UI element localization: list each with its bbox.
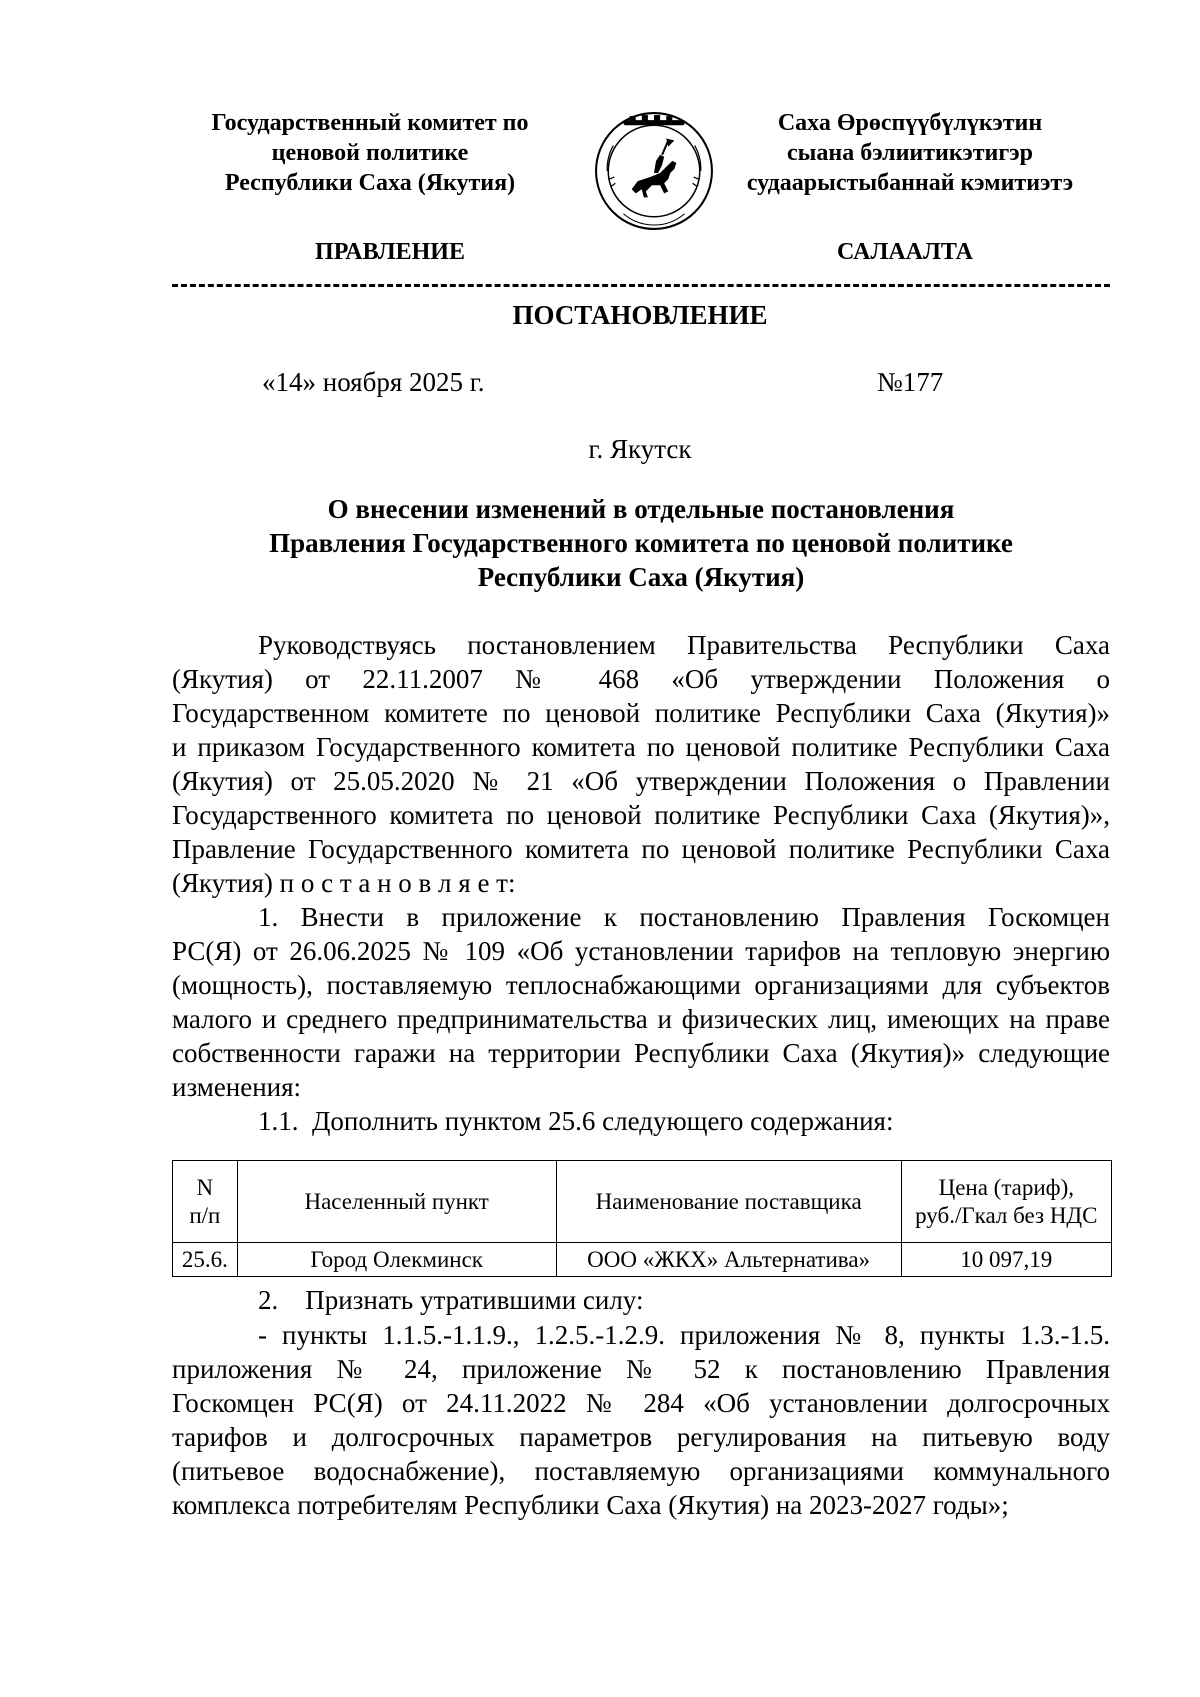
dashed-separator xyxy=(172,284,1110,287)
intro-line: (Якутия) от 25.05.2020 № 21 «Об утверждении Положения о Правлении xyxy=(172,766,1110,796)
item-1-1: 1.1. Дополнить пунктом 25.6 следующего содержания: xyxy=(258,1106,894,1136)
board-ru: ПРАВЛЕНИЕ xyxy=(315,239,465,265)
header-price-line: Цена (тариф), xyxy=(938,1174,1074,1200)
header-right-line: сыана бэлиитикэтигэр xyxy=(786,140,1033,166)
intro-line: и приказом Государственного комитета по ценовой политике Республики Саха xyxy=(172,732,1110,762)
item-2-line: Госкомцен РС(Я) от 24.11.2022 № 284 «Об установлении долгосрочных xyxy=(172,1388,1110,1418)
cell-supplier: ООО «ЖКХ» Альтернатива» xyxy=(556,1243,901,1277)
header-price-line: руб./Гкал без НДС xyxy=(915,1202,1098,1228)
header-left-line: Государственный комитет по xyxy=(211,110,529,136)
header-left-line: Республики Саха (Якутия) xyxy=(224,170,516,196)
header-left xyxy=(170,108,570,198)
intro-line: (Якутия) от 22.11.2007 № 468 «Об утверждении Положения о xyxy=(172,664,1110,694)
cell-num: 25.6. xyxy=(173,1243,238,1277)
item-2-text xyxy=(172,1318,1110,1522)
header-right-line: судаарыстыбаннай кэмитиэтэ xyxy=(746,170,1074,196)
header-num-line: N xyxy=(196,1174,214,1200)
item-2-line: - пункты 1.1.5.-1.1.9., 1.2.5.-1.2.9. приложения № 8, пункты 1.3.-1.5. xyxy=(258,1320,1110,1350)
intro-line: Правление Государственного комитета по ценовой политике Республики Саха xyxy=(172,834,1110,864)
header-price xyxy=(901,1161,1111,1243)
tariff-table xyxy=(172,1160,1112,1277)
document-date: «14» ноября 2025 г. xyxy=(262,367,485,397)
header-place: Населенный пункт xyxy=(237,1161,556,1243)
item-1-line: (мощность), поставляемую теплоснабжающими организациями для субъектов xyxy=(172,970,1110,1000)
document-title xyxy=(172,492,1110,594)
coat-of-arms-emblem xyxy=(593,110,715,232)
intro-line: Государственного комитета по ценовой политике Республики Саха (Якутия)», xyxy=(172,800,1110,830)
item-1 xyxy=(172,900,1110,1104)
item-2: 2. Признать утратившими силу: xyxy=(258,1285,644,1315)
header-num xyxy=(173,1161,238,1243)
item-2-line: тарифов и долгосрочных параметров регулирования на питьевую воду xyxy=(172,1422,1110,1452)
document-number: №177 xyxy=(877,367,944,397)
header-supplier: Наименование поставщика xyxy=(556,1161,901,1243)
intro-line: Руководствуясь постановлением Правительства Республики Саха xyxy=(258,630,1110,660)
item-1-line: малого и среднего предпринимательства и физических лиц, имеющих на праве xyxy=(172,1004,1110,1034)
header-right-line: Саха Өрөспүүбүлүкэтин xyxy=(777,110,1043,136)
table-row xyxy=(173,1243,1112,1277)
board-sah: САЛААЛТА xyxy=(836,239,974,265)
cell-place: Город Олекминск xyxy=(237,1243,556,1277)
intro-line: (Якутия) п о с т а н о в л я е т: xyxy=(172,868,516,898)
item-1-line: РС(Я) от 26.06.2025 № 109 «Об установлении тарифов на тепловую энергию xyxy=(172,936,1110,966)
title-line: Правления Государственного комитета по ценовой политике xyxy=(269,528,1013,558)
document-type: ПОСТАНОВЛЕНИЕ xyxy=(512,300,768,330)
intro-paragraph xyxy=(172,628,1110,900)
item-2-line: приложения № 24, приложение № 52 к постановлению Правления xyxy=(172,1354,1110,1384)
title-line: О внесении изменений в отдельные постановления xyxy=(327,494,955,524)
header-right xyxy=(720,108,1100,198)
item-1-line: 1. Внести в приложение к постановлению Правления Госкомцен xyxy=(258,902,1110,932)
item-2-line: комплекса потребителям Республики Саха (Якутия) на 2023-2027 годы»; xyxy=(172,1490,1009,1520)
header-num-line: п/п xyxy=(189,1202,221,1228)
item-1-line: изменения: xyxy=(172,1072,302,1102)
table-header-row xyxy=(173,1161,1112,1243)
item-2-line: (питьевое водоснабжение), поставляемую организациями коммунального xyxy=(172,1456,1110,1486)
header-left-line: ценовой политике xyxy=(271,140,469,166)
intro-line: Государственном комитете по ценовой политике Республики Саха (Якутия)» xyxy=(172,698,1110,728)
item-1-line: собственности гаражи на территории Республики Саха (Якутия)» следующие xyxy=(172,1038,1110,1068)
document-city: г. Якутск xyxy=(588,434,692,464)
title-line: Республики Саха (Якутия) xyxy=(477,562,805,592)
cell-price: 10 097,19 xyxy=(901,1243,1111,1277)
